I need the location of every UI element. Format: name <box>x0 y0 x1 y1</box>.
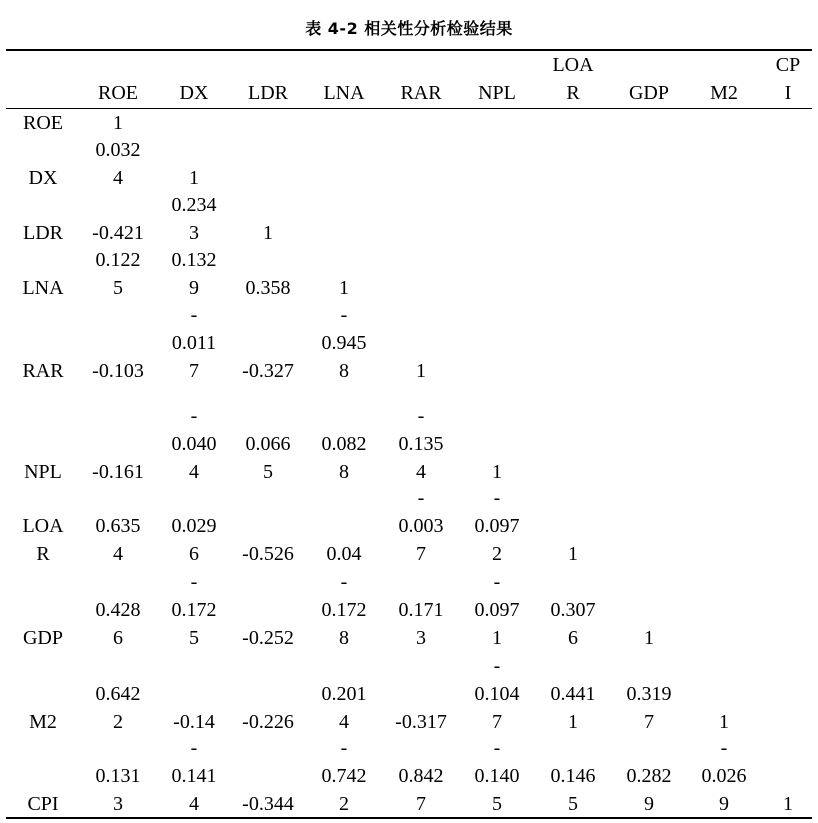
correlation-cell: 0.082 8 <box>321 433 367 483</box>
correlation-cell: -0.421 <box>92 222 144 244</box>
correlation-cell: -0.317 <box>395 711 447 733</box>
correlation-cell: 0.642 2 <box>95 683 141 733</box>
row-label: RAR <box>22 360 64 382</box>
correlation-cell: 0.171 3 <box>398 599 444 649</box>
correlation-cell: 0.131 3 <box>95 765 141 815</box>
correlation-cell: - 0.104 7 <box>474 655 520 733</box>
correlation-cell: 0.234 3 <box>171 194 217 244</box>
correlation-cell: -0.161 <box>92 461 144 483</box>
correlation-cell: 0.066 5 <box>245 433 291 483</box>
correlation-cell: 0.842 7 <box>398 765 444 815</box>
correlation-cell: -0.14 <box>173 711 215 733</box>
correlation-cell: - 0.011 7 <box>171 304 217 382</box>
column-header: LNA <box>323 82 365 104</box>
correlation-cell: -0.103 <box>92 360 144 382</box>
correlation-cell: - 0.172 8 <box>321 571 367 649</box>
column-header: LDR <box>248 82 288 104</box>
correlation-cell: 1 <box>189 167 199 189</box>
row-label: LNA <box>22 277 64 299</box>
correlation-cell: - 0.140 5 <box>474 737 520 815</box>
correlation-cell: 0.032 4 <box>95 139 141 189</box>
table-top-rule <box>6 49 812 51</box>
correlation-cell: - 0.026 9 <box>701 737 747 815</box>
correlation-cell: 0.428 6 <box>95 599 141 649</box>
column-header: LOA R <box>552 54 594 104</box>
row-label: DX <box>28 167 58 189</box>
row-label: GDP <box>22 627 63 649</box>
column-header: RAR <box>400 82 442 104</box>
row-label: NPL <box>24 461 62 483</box>
row-label: LDR <box>23 222 63 244</box>
correlation-cell: - 0.172 5 <box>171 571 217 649</box>
column-header: GDP <box>628 82 669 104</box>
correlation-cell: 0.307 6 <box>550 599 596 649</box>
correlation-cell: 0.122 5 <box>95 249 141 299</box>
column-header: DX <box>179 82 209 104</box>
correlation-cell: - 0.040 4 <box>171 405 217 483</box>
correlation-cell: 0.146 5 <box>550 765 596 815</box>
correlation-cell: -0.327 <box>242 360 294 382</box>
correlation-cell: 0.441 1 <box>550 683 596 733</box>
row-label: ROE <box>23 112 63 134</box>
column-header: CP I <box>775 54 801 104</box>
table-caption: 表 4-2 相关性分析检验结果 <box>305 19 513 38</box>
correlation-cell: 1 <box>263 222 273 244</box>
correlation-cell: 1 <box>644 627 654 649</box>
correlation-cell: - 0.097 1 <box>474 571 520 649</box>
row-label: CPI <box>27 793 59 815</box>
correlation-cell: 1 <box>339 277 349 299</box>
correlation-cell: -0.526 <box>242 543 294 565</box>
correlation-cell: 1 <box>783 793 793 815</box>
correlation-cell: 0.635 4 <box>95 515 141 565</box>
correlation-cell: 1 <box>719 711 729 733</box>
correlation-cell: 0.358 <box>245 277 291 299</box>
correlation-cell: 1 <box>492 461 502 483</box>
correlation-cell: - 0.097 2 <box>474 487 520 565</box>
correlation-cell: -0.344 <box>242 793 294 815</box>
correlation-cell: 1 <box>113 112 123 134</box>
correlation-cell: -0.226 <box>242 711 294 733</box>
correlation-cell: -0.252 <box>242 627 294 649</box>
correlation-cell: - 0.945 8 <box>321 304 367 382</box>
correlation-cell: 1 <box>416 360 426 382</box>
column-header: NPL <box>478 82 516 104</box>
correlation-cell: - 0.141 4 <box>171 737 217 815</box>
correlation-cell: 0.132 9 <box>171 249 217 299</box>
correlation-cell: - 0.742 2 <box>321 737 367 815</box>
row-label: M2 <box>29 711 57 733</box>
correlation-cell: 1 <box>568 543 578 565</box>
correlation-cell: 0.201 4 <box>321 683 367 733</box>
correlation-cell: 0.282 9 <box>626 765 672 815</box>
correlation-cell: - 0.003 7 <box>398 487 444 565</box>
correlation-cell: - 0.135 4 <box>398 405 444 483</box>
row-label: LOA R <box>22 515 64 565</box>
correlation-cell: 0.319 7 <box>626 683 672 733</box>
column-header: M2 <box>710 82 738 104</box>
correlation-cell: 0.029 6 <box>171 515 217 565</box>
column-header: ROE <box>98 82 138 104</box>
correlation-cell: 0.04 <box>326 543 362 565</box>
